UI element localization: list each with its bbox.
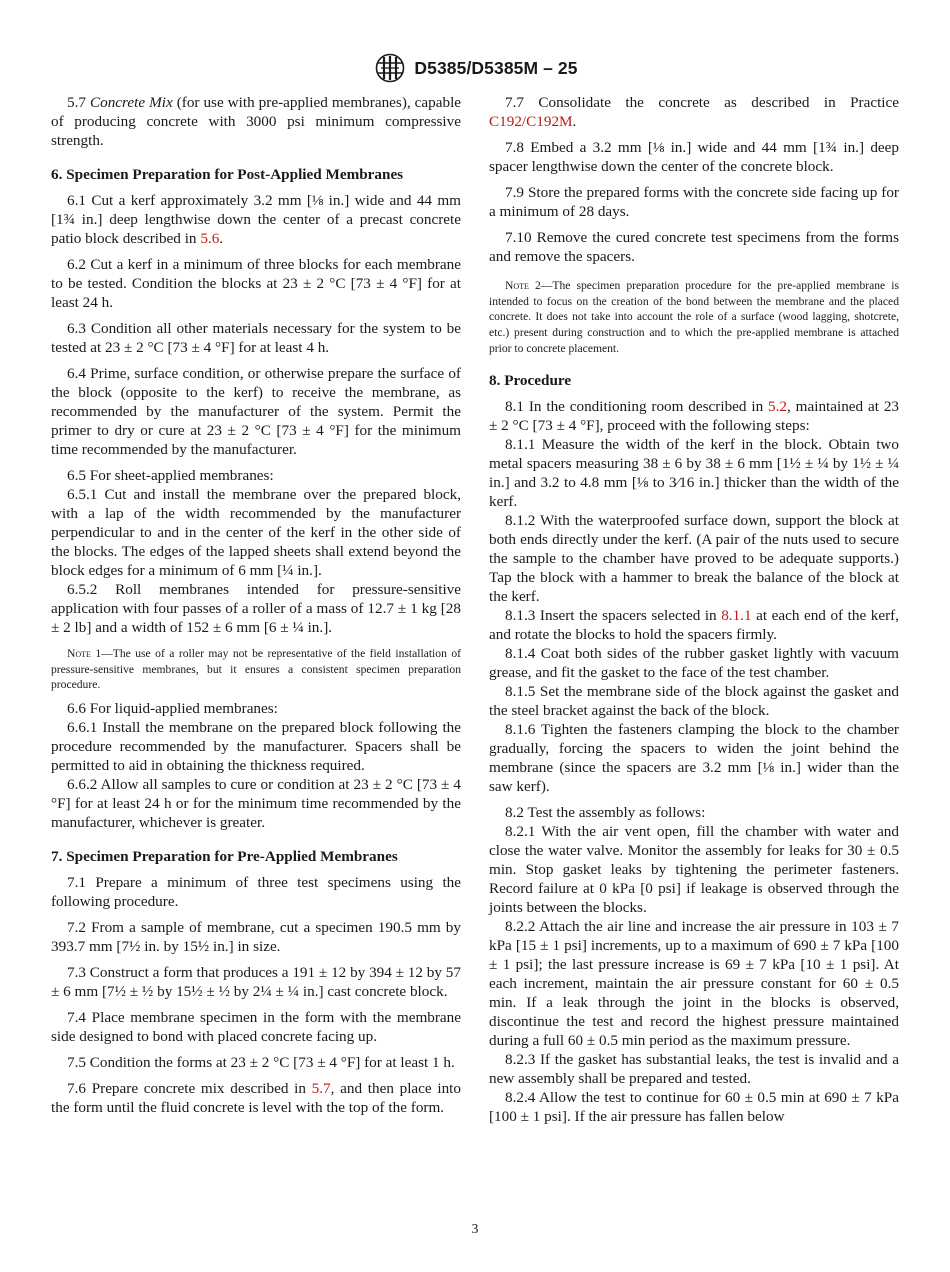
paragraph-7-4: 7.4 Place membrane specimen in the form with the membrane side designed to bond with placed concrete facing up.: [51, 1009, 461, 1046]
left-column: [51, 93, 461, 1117]
astm-logo-icon: [372, 53, 408, 83]
paragraph-5-7: 5.7 Concrete Mix (for use with pre-applied membranes), capable of producing concrete with 3000 psi minimum compressive strength.: [51, 94, 462, 149]
ref-link-5-6[interactable]: 5.6: [200, 230, 220, 247]
paragraph-6-2: 6.2 Cut a kerf in a minimum of three blocks for each membrane to be tested. Condition the blocks at 23 ± 2 °C [73 ± 4 °F] for at least 24 h.: [51, 256, 461, 311]
page-header: [0, 53, 950, 83]
document-id: D5385/D5385M – 25: [414, 57, 578, 78]
note-2: Note 2—The specimen preparation procedure for the pre-applied membrane is intended to focus on the creation of the bond between the membrane and the placed concrete. It does not take into account the role of a surface (wood lagging, shotcrete, etc.) present during construction and to which the pre-applied membrane is attached prior to concrete placement.: [489, 279, 900, 355]
paragraph-8-1-2: 8.1.2 With the waterproofed surface down, support the block at both ends directly under the kerf. (A pair of the nuts used to secure the sample to the chamber have proved to be adequate supports.) Tap the block with a hammer to break the balance of the block at the kerf.: [489, 511, 899, 605]
paragraph-6-6: 6.6 For liquid-applied membranes:: [67, 700, 278, 718]
right-column: [489, 93, 899, 1126]
paragraph-8-2: 8.2 Test the assembly as follows:: [505, 803, 706, 821]
ref-link-5-7[interactable]: 5.7: [311, 1080, 331, 1098]
paragraph-8-1-5: 8.1.5 Set the membrane side of the block against the gasket and the steel bracket against the back of the block.: [489, 682, 899, 719]
paragraph-7-6: 7.6 Prepare concrete mix described in 5.7, and then place into the form until the fluid concrete is level with the top of the form.: [51, 1080, 461, 1117]
paragraph-8-2-4: 8.2.4 Allow the test to continue for 60 ± 0.5 min at 690 ± 7 kPa [100 ± 1 psi]. If the air pressure has fallen below: [489, 1088, 899, 1125]
ref-link-5-2[interactable]: 5.2: [768, 397, 788, 415]
paragraph-7-8: 7.8 Embed a 3.2 mm [⅛ in.] wide and 44 mm [1¾ in.] deep spacer lengthwise down the center of the concrete block.: [489, 139, 899, 175]
note-1: Note 1—The use of a roller may not be representative of the field installation of pressure-sensitive membranes, but it ensures a consistent specimen preparation procedure.: [51, 647, 461, 692]
ref-link-8-1-1[interactable]: 8.1.1: [721, 606, 752, 624]
paragraph-8-1-3: 8.1.3 Insert the spacers selected in 8.1.1 at each end of the kerf, and rotate the blocks to hold the spacers firmly.: [489, 606, 899, 643]
paragraph-7-10: 7.10 Remove the cured concrete test specimens from the forms and remove the spacers.: [489, 229, 899, 265]
paragraph-8-1: 8.1 In the conditioning room described in 5.2, maintained at 23 ± 2 °C [73 ± 4 °F], proceed with the following steps:: [489, 397, 900, 434]
paragraph-6-5-2: 6.5.2 Roll membranes intended for pressure-sensitive application with four passes of a roller of a mass of 12.7 ± 1 kg [28 ± 2 lb] and a width of 152 ± 6 mm [6 ± ¼ in.].: [51, 581, 461, 636]
page-number: 3: [471, 1221, 479, 1236]
paragraph-8-1-1: 8.1.1 Measure the width of the kerf in the block. Obtain two metal spacers measuring 38 ± 6 by 38 ± 6 mm [1½ ± ¼ by 1½ ± ¼ in.] and 3.2 to 4.8 mm [⅛ to 3⁄16 in.] thicker than the width of the kerf.: [489, 435, 899, 510]
paragraph-6-5: 6.5 For sheet-applied membranes:: [67, 467, 274, 484]
paragraph-6-1: 6.1 Cut a kerf approximately 3.2 mm [⅛ in.] wide and 44 mm [1¾ in.] deep lengthwise down the center of a precast concrete patio block described in 5.6.: [51, 192, 461, 247]
section-8-heading: 8. Procedure: [489, 371, 572, 389]
paragraph-8-2-3: 8.2.3 If the gasket has substantial leaks, the test is invalid and a new assembly shall be prepared and tested.: [489, 1050, 899, 1087]
paragraph-6-3: 6.3 Condition all other materials necessary for the system to be tested at 23 ± 2 °C [73 ± 4 °F] for at least 4 h.: [51, 320, 461, 356]
paragraph-7-1: 7.1 Prepare a minimum of three test specimens using the following procedure.: [51, 874, 461, 911]
ref-link-c192[interactable]: C192/C192M: [489, 113, 573, 130]
paragraph-6-6-1: 6.6.1 Install the membrane on the prepared block following the procedure recommended by the manufacturer. Spacers shall be permitted to aid in obtaining the thickness required.: [51, 719, 461, 775]
section-6-heading: 6. Specimen Preparation for Post-Applied Membranes: [51, 166, 404, 183]
section-7-heading: 7. Specimen Preparation for Pre-Applied Membranes: [51, 848, 398, 866]
paragraph-6-4: 6.4 Prime, surface condition, or otherwise prepare the surface of the block (opposite to the kerf) to receive the membrane, as recommended by the manufacturer of the system. Permit the primer to dry or cure at 23 ± 2 °C [73 ± 4 °F] for the minimum time recommended by the manufacturer.: [51, 365, 461, 458]
paragraph-6-5-1: 6.5.1 Cut and install the membrane over the prepared block, with a lap of the width recommended by the manufacturer perpendicular to and in the center of the kerf in the other side of the blocks. The edges of the lapped sheets shall extend beyond the block edges for a minimum of 6 mm [¼ in.].: [51, 486, 461, 579]
paragraph-7-7: 7.7 Consolidate the concrete as described in Practice C192/C192M.: [489, 94, 899, 130]
paragraph-8-2-1: 8.2.1 With the air vent open, fill the chamber with water and close the water valve. Monitor the assembly for leaks for 30 ± 0.5 min. Stop gasket leaks by tightening the perimeter fasteners. Record failure at 0 kPa [0 psi] if leakage is observed through the joints between the blocks.: [489, 822, 899, 916]
paragraph-8-1-4: 8.1.4 Coat both sides of the rubber gasket lightly with vacuum grease, and fit the gasket to the face of the test chamber.: [489, 644, 899, 681]
paragraph-7-3: 7.3 Construct a form that produces a 191 ± 12 by 394 ± 12 by 57 ± 6 mm [7½ ± ½ by 15½ ± ½ by 2¼ ± ¼ in.] cast concrete block.: [51, 964, 461, 1001]
paragraph-7-9: 7.9 Store the prepared forms with the concrete side facing up for a minimum of 28 days.: [489, 184, 899, 220]
paragraph-7-5: 7.5 Condition the forms at 23 ± 2 °C [73 ± 4 °F] for at least 1 h.: [67, 1054, 455, 1072]
paragraph-7-2: 7.2 From a sample of membrane, cut a specimen 190.5 mm by 393.7 mm [7½ in. by 15½ in.] in size.: [51, 919, 461, 956]
paragraph-6-6-2: 6.6.2 Allow all samples to cure or condition at 23 ± 2 °C [73 ± 4 °F] for at least 24 h or for the minimum time recommended by the manufacturer, whichever is greater.: [51, 776, 461, 832]
paragraph-8-1-6: 8.1.6 Tighten the fasteners clamping the block to the chamber gradually, forcing the spacers to widen the joint behind the membrane (since the spacers are 3.2 mm [⅛ in.] wider than the saw kerf).: [489, 720, 899, 795]
paragraph-8-2-2: 8.2.2 Attach the air line and increase the air pressure in 103 ± 7 kPa [15 ± 1 psi] increments, up to a maximum of 690 ± 7 kPa [100 ± 1 psi]; the last pressure increase is 69 ± 7 kPa [10 ± 1 psi]. At each increment, maintain the air pressure constant for 60 ± 0.5 min. If a leak through the joint in the blocks is observed, discontinue the test and record the highest pressure maintained during a full 60 ± 0.5 min period as the maximum pressure.: [489, 917, 899, 1049]
